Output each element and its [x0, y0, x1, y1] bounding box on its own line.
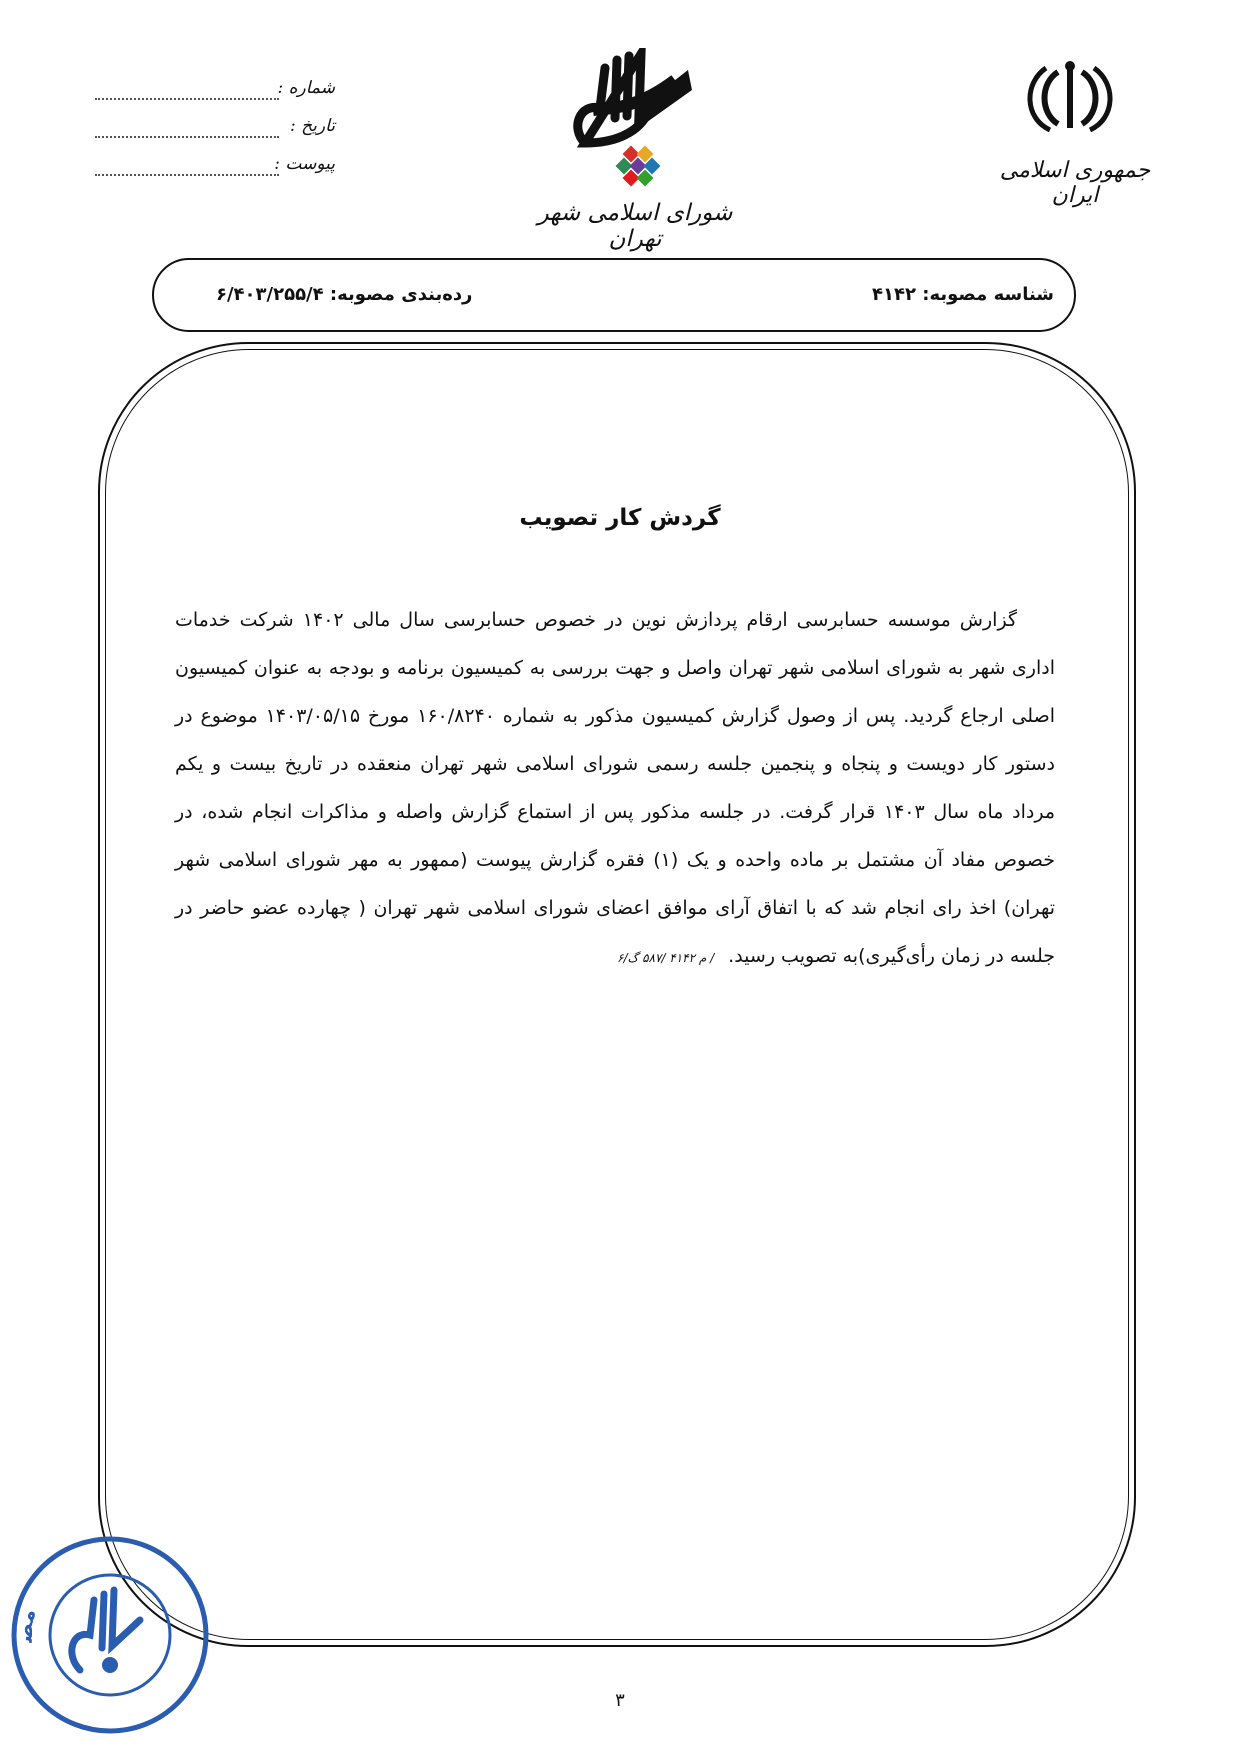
letter-fields: [95, 78, 335, 192]
field-number-line: [95, 98, 279, 100]
reference-code: / م ۴۱۴۲ /۵۸۷ گ/۶: [617, 951, 715, 965]
document-title: گردش کار تصویب: [519, 505, 721, 531]
body-paragraph: گزارش موسسه حسابرسی ارقام پردازش نوین در خصوص حسابرسی سال مالی ۱۴۰۲ شرکت خدمات اداری شهر به شورای اسلامی شهر تهران واصل و جهت بررسی به کمیسیون برنامه و بودجه به عنوان کمیسیون اصلی ارجاع گردید. پس از وصول گزارش کمیسیون مذکور به شماره ۱۶۰/۸۲۴۰ مورخ ۱۴۰۳/۰۵/۱۵ موضوع در دستور کار دویست و پنجاه و پنجمین جلسه رسمی شورای اسلامی شهر تهران منعقده در تاریخ بیست و یکم مرداد ماه سال ۱۴۰۳ قرار گرفت. در جلسه مذکور پس از استماع گزارش واصله و مذاکرات انجام شده، در خصوص مفاد آن مشتمل بر ماده واحده و یک (۱) فقره گزارش پیوست (ممهور به مهر شورای اسلامی شهر تهران) اخذ رای انجام شد که با اتفاق آرای موافق اعضای شورای اسلامی شهر تهران ( چهارده عضو حاضر در جلسه در زمان رأی‌گیری)به تصویب رسید.: [175, 609, 1056, 967]
approval-header: [152, 258, 1076, 332]
field-number: [95, 78, 335, 116]
field-attachment-line: [95, 174, 279, 176]
page-number: ۳: [615, 1690, 625, 1711]
document-body: [175, 596, 1055, 982]
field-date-label: تاریخ :: [290, 116, 335, 136]
field-date: [95, 116, 335, 154]
iran-emblem-icon: [1020, 58, 1120, 128]
field-number-label: شماره :: [277, 78, 335, 98]
approval-classification: رده‌بندی مصوبه: ۶/۴۰۳/۲۵۵/۴: [216, 284, 473, 305]
council-caption: شورای اسلامی شهر تهران: [537, 200, 733, 252]
stamp-text: مص: [12, 1606, 41, 1643]
content-frame-inner: [105, 349, 1129, 1640]
field-attachment: [95, 154, 335, 192]
field-attachment-label: پیوست :: [274, 154, 335, 174]
approval-id: شناسه مصوبه: ۴۱۴۲: [872, 284, 1054, 305]
council-logo-icon: [565, 48, 705, 198]
field-date-line: [95, 136, 279, 138]
emblem-caption: جمهوری اسلامی ایران: [999, 158, 1151, 208]
council-stamp-icon: [10, 1530, 210, 1740]
